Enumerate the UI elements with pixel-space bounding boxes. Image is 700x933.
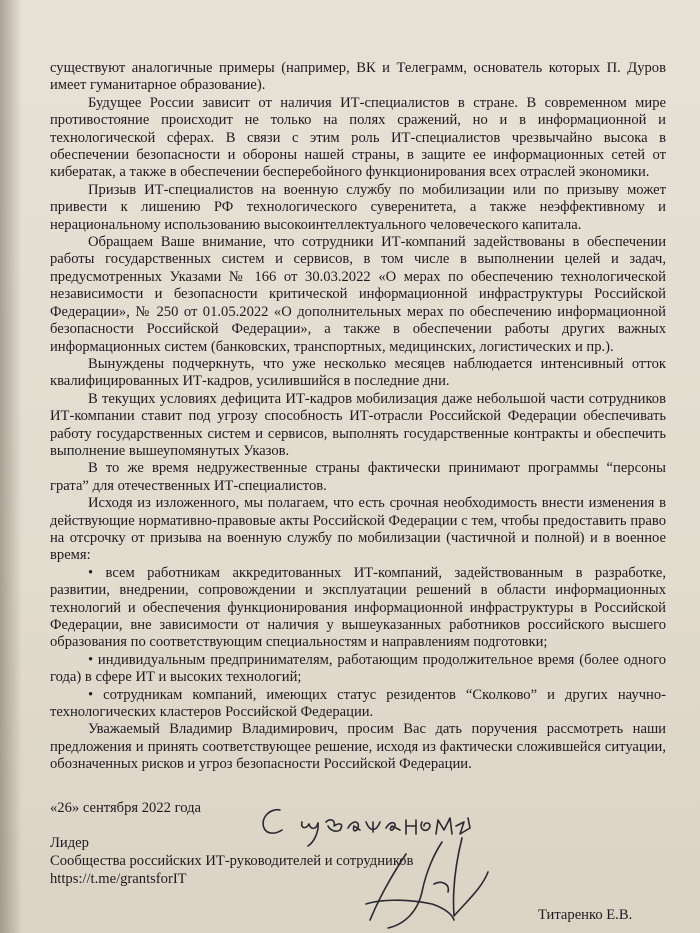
- bullet-item-1: • всем работникам аккредитованных ИТ-компаний, задействованным в разработке, развитии, внедрении, сопровождении и эксплуатации решений в области информационных технологий и обеспечения функционирования информационной инфраструктуры в Российской Федерации, вне зависимости от наличия у вышеуказанных работников российского высшего образования по соответствующим специальностям и направлениям подготовки;: [50, 564, 666, 651]
- paragraph-4: Обращаем Ваше внимание, что сотрудники ИТ-компаний задействованы в обеспечении работы государственных систем и сервисов, в том числе в выполнении целей и задач, предусмотренных Указами № 166 от 30.03.2022 «О мерах по обеспечению технологической независимости и безопасности критической информационной инфраструктуры Российской Федерации», № 250 от 01.05.2022 «О дополнительных мерах по обеспечению информационной безопасности Российской Федерации», а также в обеспечении работы других важных информационных систем (банковских, транспортных, медицинских, логистических и пр.).: [50, 234, 666, 355]
- signer-org: Сообщества российских ИТ-руководителей и сотрудников: [50, 853, 414, 869]
- closing-paragraph: Уважаемый Владимир Владимирович, просим Вас дать поручения рассмотреть наши предложения и принять соответствующее решение, исходя из фактически сложившейся ситуации, обозначенных рисков и угроз безопасности Российской Федерации.: [50, 721, 666, 773]
- letter-body: [50, 60, 666, 774]
- bullet-item-3: • сотрудникам компаний, имеющих статус резидентов “Сколково” и других научно-технологических кластеров Российской Федерации.: [50, 686, 666, 721]
- paragraph-2: Будущее России зависит от наличия ИТ-специалистов в стране. В современном мире противостояние происходит не только на полях сражений, но и в информационной и технологической сферах. В связи с этим роль ИТ-специалистов чрезвычайно высока в обеспечении безопасности и обороны нашей страны, в защите ее информационных сетей от кибератак, а также в обеспечении бесперебойного функционирования всех отраслей экономики.: [50, 94, 666, 181]
- letter-date: «26» сентября 2022 года: [50, 800, 201, 816]
- paragraph-8: Исходя из изложенного, мы полагаем, что есть срочная необходимость внести изменения в действующие нормативно-правовые акты Российской Федерации с тем, чтобы предоставить право на отсрочку от призыва на военную службу по мобилизации (частичной и полной) и в военное время:: [50, 495, 666, 564]
- bullet-item-2: • индивидуальным предпринимателям, работающим продолжительное время (более одного года) в сфере ИТ и высоких технологий;: [50, 651, 666, 686]
- paragraph-7: В то же время недружественные страны фактически принимают программы “персоны грата” для отечественных ИТ-специалистов.: [50, 460, 666, 494]
- paragraph-5: Вынуждены подчеркнуть, что уже несколько месяцев наблюдается интенсивный отток квалифицированных ИТ-кадров, усилившийся в последние дни.: [50, 355, 666, 390]
- handwritten-signature: [256, 792, 516, 933]
- signer-role: Лидер: [50, 835, 89, 851]
- page-shadow: [0, 0, 22, 933]
- paragraph-3: Призыв ИТ-специалистов на военную службу по мобилизации или по призыву может привести к лишению РФ технологического суверенитета, а также неэффективному и нерациональному использованию высокоинтеллектуального человеческого капитала.: [50, 181, 666, 233]
- signer-link: https://t.me/grantsforIT: [50, 871, 187, 887]
- signer-name: Титаренко Е.В.: [538, 907, 633, 923]
- paragraph-1: существуют аналогичные примеры (например, ВК и Телеграмм, основатель которых П. Дуров имеет гуманитарное образование).: [50, 60, 666, 94]
- paragraph-6: В текущих условиях дефицита ИТ-кадров мобилизация даже небольшой части сотрудников ИТ-компании ставит под угрозу способность ИТ-отрасли Российской Федерации обеспечивать работу государственных систем и сервисов, выполнять государственные контракты и обеспечить выполнение вышеупомянутых Указов.: [50, 390, 666, 459]
